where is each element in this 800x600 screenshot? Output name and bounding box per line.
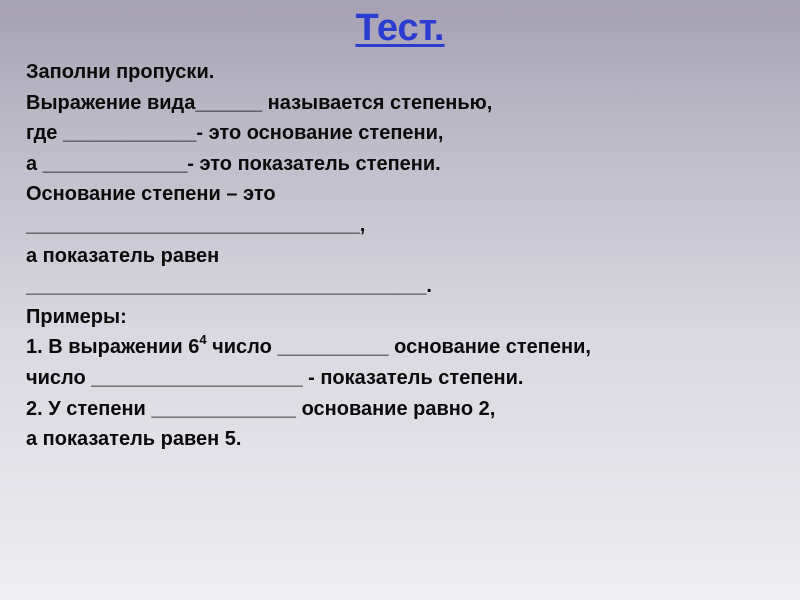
exponent-superscript: 4 [199, 331, 207, 347]
blank-line: ______________________________, [26, 213, 366, 236]
instruction-line: Заполни пропуски. [26, 61, 215, 83]
blank-line: ____________________________________. [26, 275, 432, 298]
text-line: где ____________- это основание степени, [26, 122, 444, 145]
slide-body [26, 57, 796, 455]
example-1-after: число __________ основание степени, [206, 336, 591, 359]
example-1-before: 1. В выражении 6 [26, 336, 200, 359]
examples-heading: Примеры: [26, 305, 127, 328]
text-line: а показатель равен [26, 244, 220, 267]
example-1-line [26, 332, 796, 363]
text-line: Основание степени – это [26, 183, 276, 206]
slide-title: Тест. [355, 7, 445, 49]
text-line: а показатель равен 5. [26, 428, 242, 451]
example-2-line: 2. У степени _____________ основание равно 2, [26, 397, 496, 420]
text-line: число ___________________ - показатель степени. [26, 366, 524, 389]
text-line: Выражение вида______ называется степенью, [26, 91, 493, 114]
text-line: а _____________- это показатель степени. [26, 152, 441, 175]
